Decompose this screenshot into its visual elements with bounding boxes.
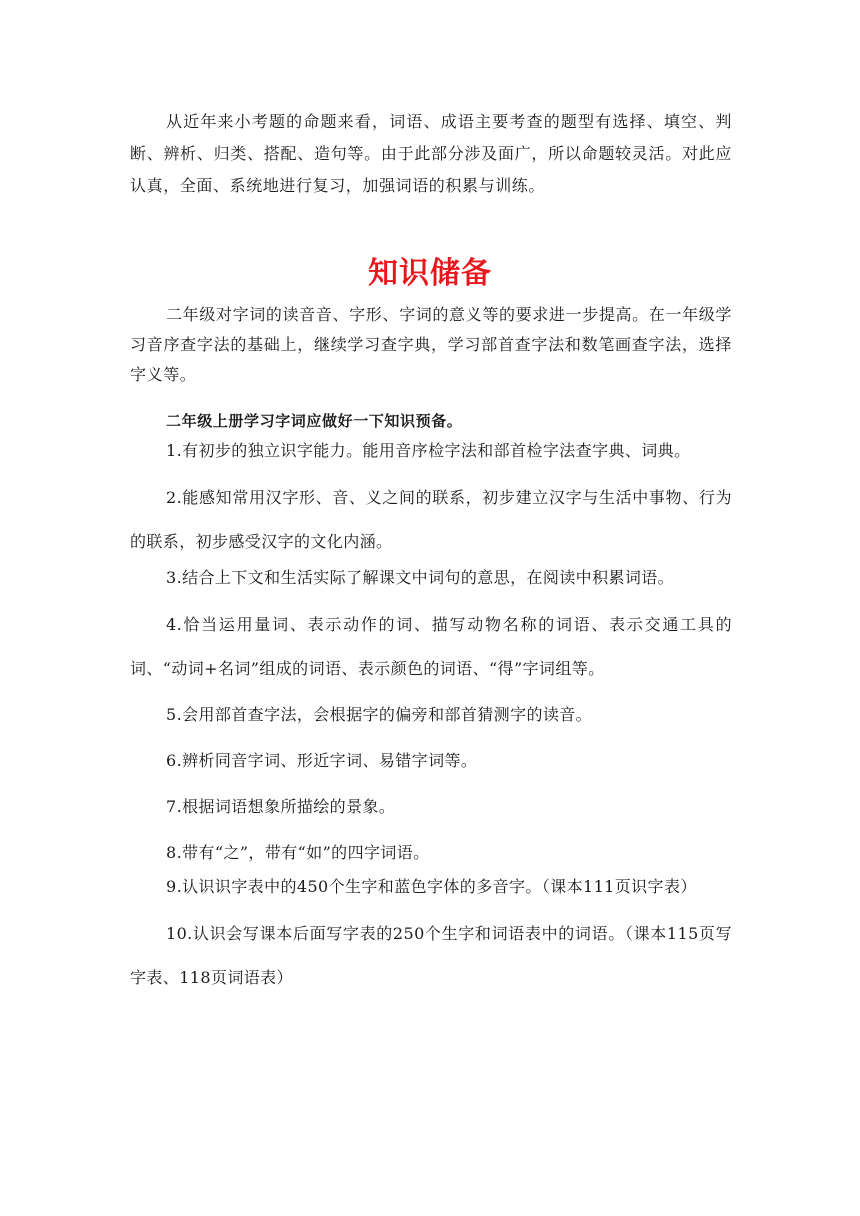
subheading-block	[130, 408, 732, 434]
section-subheading: 二年级上册学习字词应做好一下知识预备。	[166, 412, 463, 430]
list-item-3: 3.结合上下文和生活实际了解课文中词句的意思，在阅读中积累词语。	[166, 568, 675, 587]
list-item-9: 9.认识识字表中的450个生字和蓝色字体的多音字。（课本111页识字表）	[166, 877, 697, 896]
list-item-1: 1.有初步的独立识字能力。能用音序检字法和部首检字法查字典、词典。	[166, 441, 691, 460]
list-item-5: 5.会用部首查字法，会根据字的偏旁和部首猜测字的读音。	[166, 705, 593, 724]
intro-paragraph: 从近年来小考题的命题来看，词语、成语主要考查的题型有选择、填空、判断、辨析、归类、搭配、造句等。由于此部分涉及面广，所以命题较灵活。对此应认真，全面、系统地进行复习，加强词语的积累与训练。	[130, 112, 732, 195]
section-paragraph: 二年级对字词的读音音、字形、字词的意义等的要求进一步提高。在一年级学习音序查字法的基础上，继续学习查字典，学习部首查字法和数笔画查字法，选择字义等。	[130, 305, 732, 384]
list-item-7: 7.根据词语想象所描绘的景象。	[166, 797, 396, 816]
list-item-4: 4.恰当运用量词、表示动作的词、描写动物名称的词语、表示交通工具的词、“动词+名词”组成的词语、表示颜色的词语、“得”字词组等。	[130, 615, 732, 678]
intro-section	[130, 106, 732, 202]
list-item-6: 6.辨析同音字词、形近字词、易错字词等。	[166, 751, 478, 770]
list-item-8: 8.带有“之”，带有“如”的四字词语。	[166, 843, 430, 862]
list-item-2: 2.能感知常用汉字形、音、义之间的联系，初步建立汉字与生活中事物、行为的联系，初步感受汉字的文化内涵。	[130, 488, 732, 551]
section-title: 知识储备	[368, 256, 492, 291]
list-item-10: 10.认识会写课本后面写字表的250个生字和词语表中的词语。（课本115页写字表、118页词语表）	[130, 924, 732, 987]
section-body	[130, 300, 732, 390]
